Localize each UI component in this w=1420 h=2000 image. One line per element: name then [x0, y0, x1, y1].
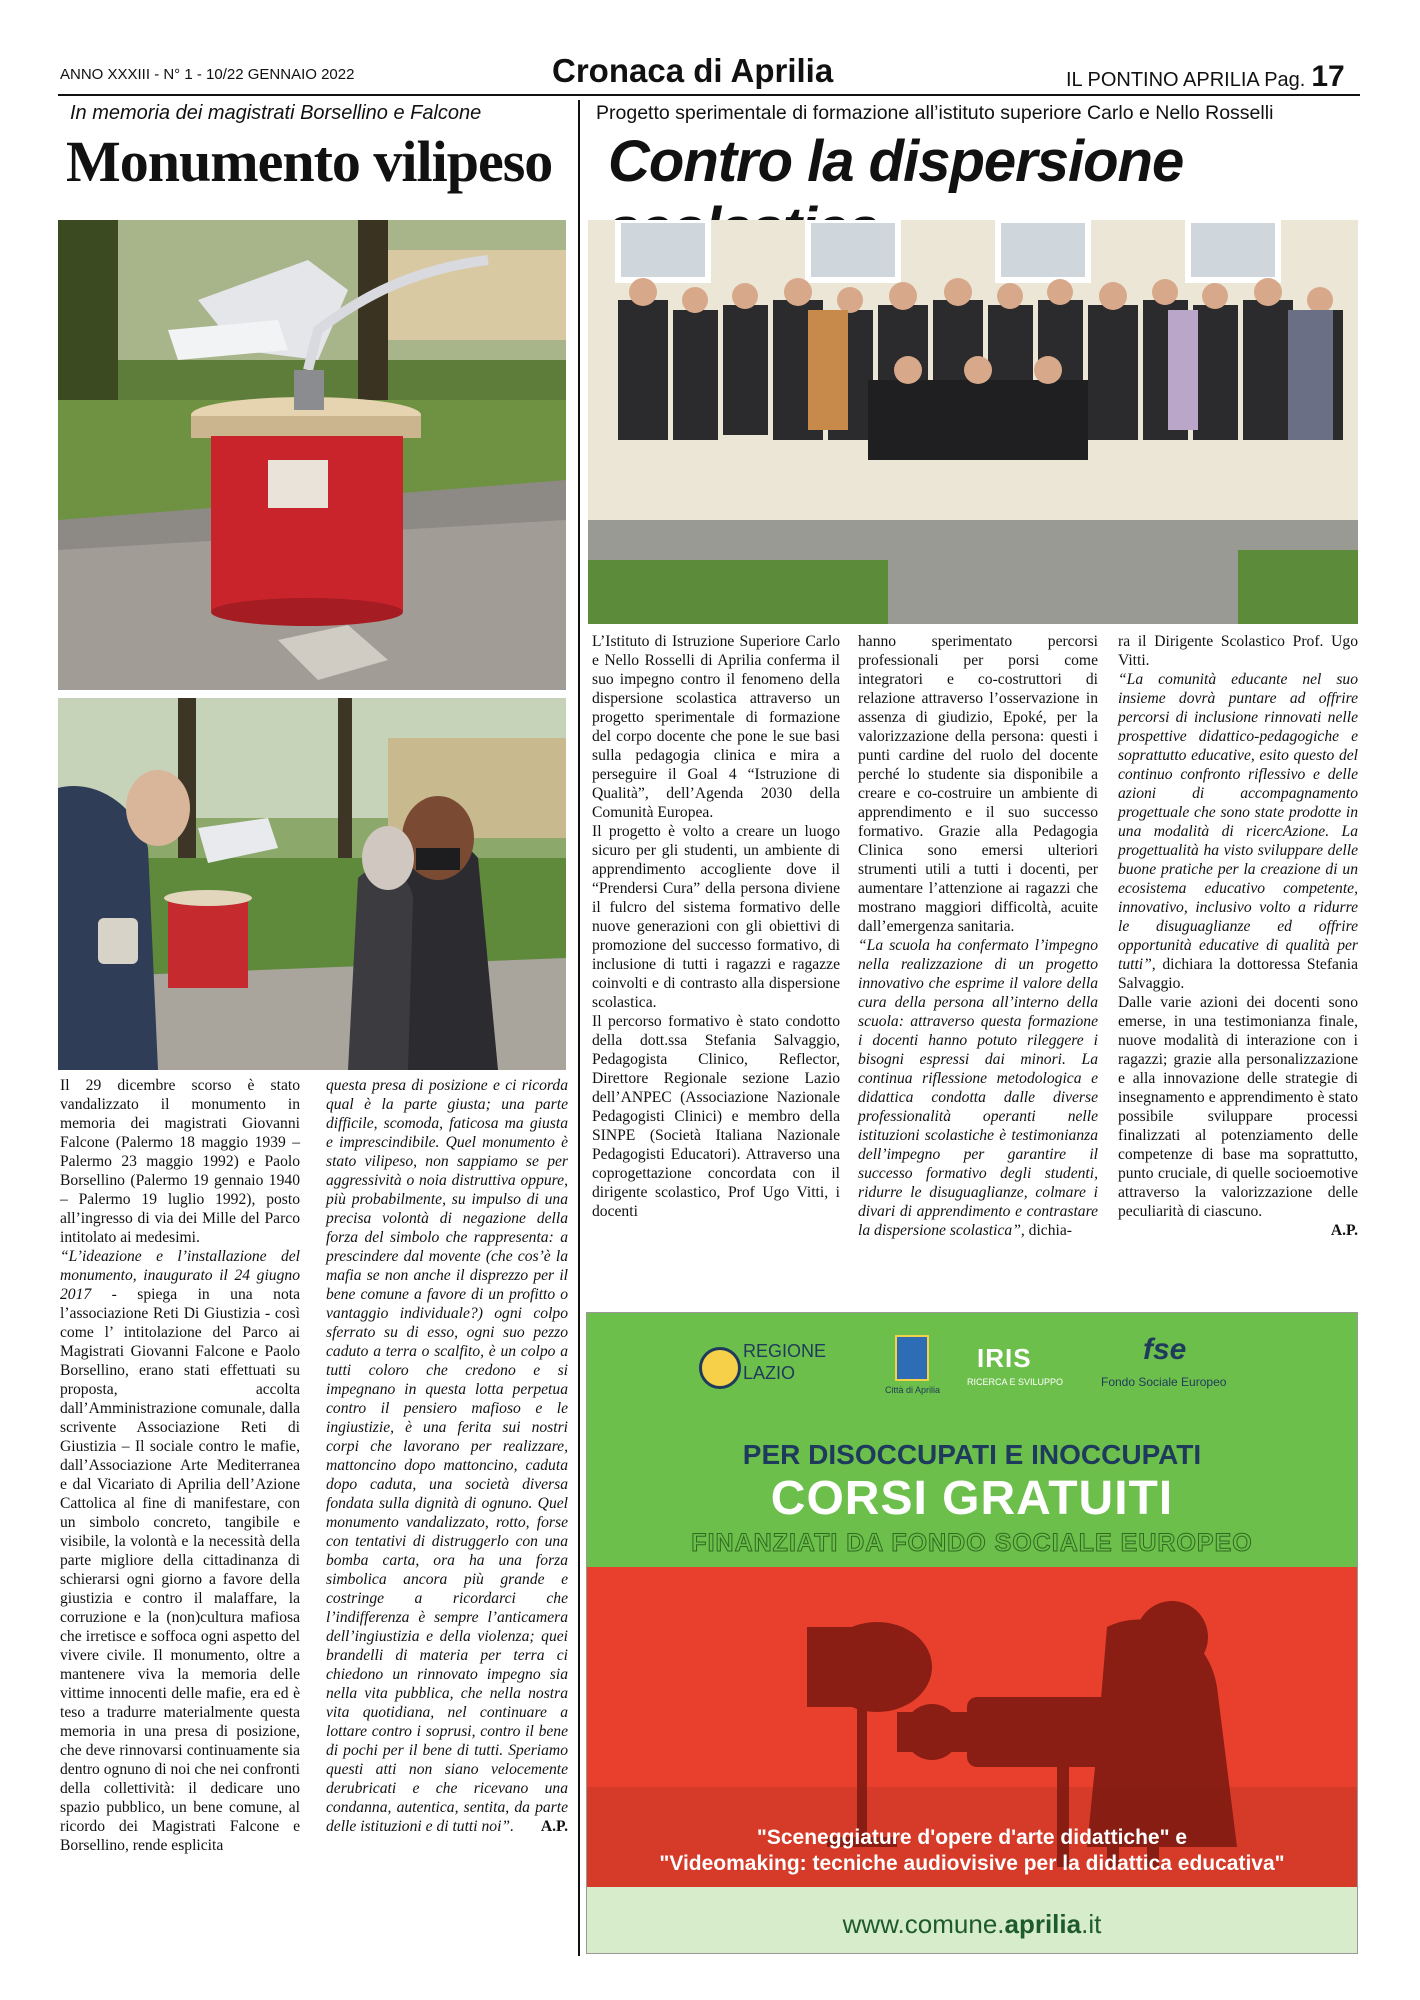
right-headline: Contro la dispersione	[608, 129, 1184, 194]
group-photo	[588, 220, 1358, 624]
right-quote-1: “La scuola ha confermato l’impegno nella realizzazione di un progetto innovativo che esprime il valore della cura della persona all’interno della scuola: attraverso questa formazione i docenti hanno potuto rileggere i bisogni espressi dai minori. La continua riflessione metodologica e didattica condotta dalle diverse professionalità operanti nelle istituzioni scolastiche è testimonianza dell’impegno per garantire il successo formativo degli studenti, ridurre le disuguaglianze, colmare i divari di apprendimento e contrastare la dispersione scolastica”,	[858, 937, 1098, 1239]
fse-subtitle: Fondo Sociale Europeo	[1101, 1375, 1227, 1389]
ad-headline-3: FINANZIATI DA FONDO SOCIALE EUROPEO	[691, 1529, 1253, 1557]
paper-label: IL PONTINO APRILIA Pag.	[1066, 69, 1306, 91]
right-column-1	[592, 632, 840, 1221]
right-quote-2: “La comunità educante nel suo insieme dovrà puntare ad offrire percorsi di inclusione rinnovati nelle prospettive didattico-pedagogiche e soprattutto educative, esito questo del continuo confronto riflessivo e delle azioni di accompagnamento progettuale che sono state prodotte in una modalità di ricercAzione. La progettualità ha visto sviluppare delle buone pratiche per la creazione di un ecosistema educativo competente, innovativo, inclusivo volto a ridurre le disuguaglianze ed offrire opportunità educative di qualità per tutti”,	[1118, 671, 1358, 973]
ad-headline-1: PER DISOCCUPATI E INOCCUPATI	[742, 1439, 1202, 1470]
fse-logo: fse	[1143, 1333, 1187, 1366]
header-rule	[58, 94, 1360, 96]
aprilia-coat-of-arms-icon	[895, 1335, 929, 1381]
ad-course-1: "Sceneggiature d'opere d'arte didattiche" e	[756, 1826, 1188, 1849]
ad-url[interactable]	[587, 1909, 1357, 1940]
right-paragraph-3: Il percorso formativo è stato condotto della dott.ssa Stefania Salvaggio, Pedagogista Clinico, Reflector, Direttore Regionale sezione Lazio dell’ANPEC (Associazione Nazionale Pedagogisti Clinici) e membro della SINPE (Società Italiana Nazionale Pedagogisti Educatori). Attraverso una coprogettazione concordata con il dirigente scolastico, Prof Ugo Vitti, i docenti	[592, 1013, 840, 1220]
right-paragraph-6: Dalle varie azioni dei docenti sono emerse, in una testimonianza finale, nuove modalità di interazione con i ragazzi; grazie alla personalizzazione e alla innovazione delle strategie di insegnamento e apprendimento è stato possibile sviluppare processi finalizzati al potenziamento delle competenze di base ma soprattutto, punto cruciale, di quelle socioemotive attraverso la valorizzazione delle peculiarità di ciascuno.	[1118, 994, 1358, 1220]
right-paragraph-2: Il progetto è volto a creare un luogo sicuro per gli studenti, un ambiente di apprendimento accogliente dove il “Prendersi Cura” della persona diviene il fulcro del sistema formativo delle nuove generazioni con gli obiettivi di promozione del successo formativo, di inclusione di tutti i ragazzi e ragazze coinvolti e di contrasto alla dispersione scolastica.	[592, 823, 840, 1011]
right-kicker: Progetto sperimentale di formazione all’istituto superiore Carlo e Nello Rosselli	[596, 102, 1274, 124]
officials-photo	[58, 698, 566, 1070]
ad-red-band	[587, 1567, 1357, 1887]
right-paragraph-4: hanno sperimentato percorsi professionali per porsi come integratori e co-costruttori di relazione attraverso l’osservazione in assenza di giudizio, Epoké, per la valorizzazione della persona: questi i punti cardine del ruolo del docente perché lo studente sia disponibile a creare e co-costruire un ambiente di apprendimento e il suo successo formativo. Grazie alla Pedagogia Clinica sono emersi ulteriori strumenti utili a tutti i docenti, per aumentare l’attenzione ai ragazzi che mostrano maggiori difficoltà, acuite dall’emergenza sanitaria.	[858, 633, 1098, 935]
page-number: 17	[1311, 60, 1345, 93]
citta-label: Città di Aprilia	[885, 1385, 941, 1395]
monument-photo	[58, 220, 566, 690]
ad-headline-2: CORSI GRATUITI	[770, 1472, 1174, 1525]
paper-name	[1066, 60, 1345, 94]
regione-label: REGIONE	[743, 1341, 827, 1361]
left-paragraph-1: Il 29 dicembre scorso è stato vandalizzato il monumento in memoria dei magistrati Giovanni Falcone (Palermo 18 maggio 1939 – Palermo 23 maggio 1992) e Paolo Borsellino (Palermo 19 gennaio 1940 – Palermo 19 luglio 1992), posto all’ingresso di via dei Mille del Parco intitolato ai medesimi.	[60, 1077, 300, 1246]
regione-lazio-emblem-icon	[699, 1347, 741, 1389]
advertisement	[586, 1312, 1358, 1954]
lazio-label: LAZIO	[743, 1363, 796, 1383]
ad-url-prefix: www.comune.	[842, 1909, 1005, 1939]
right-quote-1-tail: dichia-	[1024, 1222, 1072, 1239]
left-signature: A.P.	[540, 1818, 568, 1835]
right-column-3	[1118, 632, 1358, 1240]
iris-subtitle: RICERCA E SVILUPPO	[967, 1377, 1064, 1387]
left-kicker: In memoria dei magistrati Borsellino e Falcone	[70, 102, 482, 124]
left-quote-start: “L’ideazione e l’installazione del monumento, inaugurato il 24 giugno 2017	[60, 1248, 300, 1303]
left-headline: Monumento vilipeso	[66, 129, 553, 194]
left-paragraph-2: - spiega in una nota l’associazione Reti Di Giustizia - così come l’ intitolazione del Parco ai Magistrati Giovanni Falcone e Paolo Borsellino, erano stati effettuati su proposta, accolta dall’Amministrazione comunale, dalla scrivente Associazione Reti di Giustizia – Il sociale contro le mafie, dall’Associazione Arte Mediterranea e dal Vicariato di Aprilia dell’Azione Cattolica al fine di manifestare, con un simbolo concreto, tangibile e visibile, la volontà e la necessità della parte migliore della cittadinanza di schierarsi ogni giorno a favore della giustizia e contro il malaffare, la corruzione e la (non)cultura mafiosa che irretisce e soffoca ogni aspetto del vivere civile. Il monumento, oltre a mantenere viva la memoria delle vittime innocenti delle mafie, era ed è teso a tradurre materialmente questa memoria in una presa di posizione, che deve rinnovarsi continuamente sia dentro ognuno di noi che nei confronti della collettività: il dedicare uno spazio pubblico, un bene comune, al ricordo dei Magistrati Falcone e Borsellino, rende esplicita	[60, 1286, 300, 1854]
left-paragraph-3: questa presa di posizione e ci ricorda qual è la parte giusta; una parte difficile, scomoda, faticosa ma giusta e imprescindibile. Quel monumento è stato vilipeso, non sappiamo se per aggressività o noia distruttiva oppure, più probabilmente, su impulso di una precisa volontà di negazione della forza del simbolo che rappresenta: a prescindere dal movente (che cos’è la mafia se non anche il disprezzo per il bene comune a favore di un profitto o vantaggio individuale?) ogni colpo sferrato su di esso, ogni suo pezzo caduto a terra o scalfito, è un colpo a tutti coloro che credono e si impegnano in questa lotta perpetua contro il pensiero mafioso e le ingiustizie, è una ferita sui nostri corpi che lavorano per realizzare, mattoncino dopo mattoncino, caduta dopo caduta, una società diversa fondata sulla dignità di ognuno. Quel monumento vandalizzato, rotto, forse con tentativi di distruggerlo con una bomba carta, ora ha una forza simbolica ancora più grande e costringe a ricordarci che l’indifferenza è sempre l’anticamera dell’ingiustizia e della violenza; quei brandelli di materia per terra ci chiedono un rinnovato impegno sia nella vita pubblica, che nella nostra vita quotidiana, nel continuare a lottare contro i soprusi, contro il bene di pochi per il bene di tutti. Speriamo questi atti non siano velocemente derubricati e che ricevano una condanna, autentica, sentita, da parte delle istituzioni e di tutti noi”.	[326, 1077, 568, 1835]
right-paragraph-1: L’Istituto di Istruzione Superiore Carlo e Nello Rosselli di Aprilia conferma il suo impegno contro il fenomeno della dispersione scolastica attraverso un progetto sperimentale di formazione del corpo docente che pone le sue basi sulla pedagogia clinica e mira a perseguire il Goal 4 “Istruzione di Qualità”, dell’Agenda 2030 della Comunità Europea.	[592, 633, 840, 821]
right-paragraph-5: ra il Dirigente Scolastico Prof. Ugo Vitti.	[1118, 633, 1358, 669]
ad-course-2: "Videomaking: tecniche audiovisive per la didattica educativa"	[659, 1852, 1285, 1875]
iris-logo: IRIS	[977, 1343, 1032, 1373]
column-divider	[578, 100, 580, 1956]
section-title: Cronaca di Aprilia	[552, 52, 834, 89]
right-column-2	[858, 632, 1098, 1240]
left-column-1	[60, 1076, 300, 1855]
right-signature: A.P.	[1330, 1222, 1358, 1239]
ad-url-domain: aprilia	[1004, 1909, 1082, 1939]
left-column-2	[326, 1076, 568, 1836]
ad-url-suffix: .it	[1081, 1909, 1102, 1939]
issue-info: ANNO XXXIII - N° 1 - 10/22 GENNAIO 2022	[60, 66, 355, 83]
right-quote-2-tail: dichiara la dottoressa Stefania Salvaggio.	[1118, 956, 1358, 992]
